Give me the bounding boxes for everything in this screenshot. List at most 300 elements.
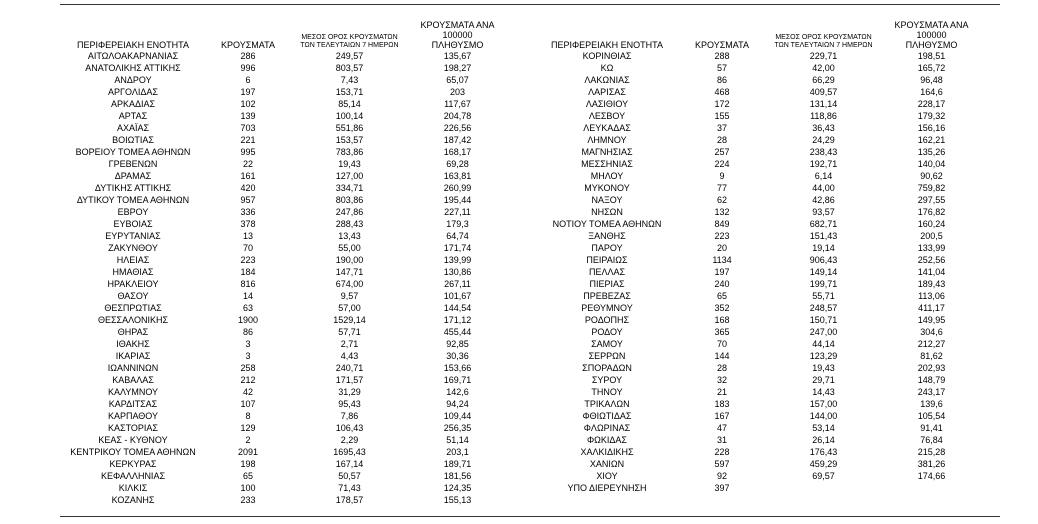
avg-7day-cell: 19,43	[812, 363, 835, 373]
region-cell: ΣΑΜΟΥ	[591, 339, 623, 349]
region-cell: ΕΥΒΟΙΑΣ	[113, 219, 153, 229]
cases-cell: 228	[714, 447, 730, 457]
per100k-cell: 140,04	[917, 159, 946, 169]
cases-cell: 65	[716, 291, 727, 301]
cases-cell: 86	[716, 75, 727, 85]
table-row	[534, 182, 980, 194]
avg-7day-cell: 171,57	[335, 375, 364, 385]
cases-cell: 13	[242, 231, 253, 241]
cases-cell: 336	[240, 207, 256, 217]
cases-cell: 42	[242, 387, 253, 397]
region-header: ΠΕΡΙΦΕΡΕΙΑΚΗ ΕΝΟΤΗΤΑ	[76, 40, 190, 50]
table-row	[60, 266, 506, 278]
region-cell: ΑΙΤΩΛΟΑΚΑΡΝΑΝΙΑΣ	[87, 51, 179, 61]
region-cell: ΦΛΩΡΙΝΑΣ	[583, 423, 631, 433]
left-table-body	[60, 50, 506, 506]
per100k-cell: 256,35	[443, 423, 472, 433]
cases-cell: 132	[714, 207, 730, 217]
table-row	[534, 362, 980, 374]
avg-7day-cell: 151,43	[809, 231, 838, 241]
avg-7day-cell: 2,29	[340, 435, 359, 445]
cases-cell: 57	[716, 63, 727, 73]
per100k-header-line1: ΚΡΟΥΣΜΑΤΑ ΑΝΑ 100000	[420, 20, 495, 40]
cases-cell: 816	[240, 279, 256, 289]
avg-7day-cell: 44,14	[812, 339, 835, 349]
table-row	[534, 266, 980, 278]
region-cell: ΖΑΚΥΝΘΟΥ	[108, 243, 158, 253]
region-cell: ΕΥΡΥΤΑΝΙΑΣ	[105, 231, 161, 241]
avg-7day-cell: 14,43	[812, 387, 835, 397]
table-row	[534, 302, 980, 314]
per100k-cell: 160,24	[917, 219, 946, 229]
cases-cell: 996	[240, 63, 256, 73]
per100k-cell: 76,84	[920, 435, 943, 445]
avg-7day-cell: 42,00	[812, 63, 835, 73]
per100k-cell: 117,67	[444, 99, 471, 109]
per100k-cell: 198,27	[443, 63, 472, 73]
per100k-cell: 165,72	[917, 63, 946, 73]
avg-7day-cell: 147,71	[335, 267, 364, 277]
avg-7day-cell: 334,71	[335, 183, 364, 193]
per100k-cell: 105,54	[917, 411, 946, 421]
per100k-cell: 139,99	[443, 255, 472, 265]
cases-cell: 957	[240, 195, 256, 205]
table-row	[60, 458, 506, 470]
avg-7day-cell: 44,00	[812, 183, 835, 193]
cases-cell: 65	[242, 471, 253, 481]
per100k-cell: 260,99	[443, 183, 472, 193]
cases-cell: 352	[714, 303, 730, 313]
table-row	[534, 338, 980, 350]
region-cell: ΚΙΛΚΙΣ	[118, 483, 148, 493]
per100k-cell: 101,67	[443, 291, 472, 301]
region-cell: ΝΑΞΟΥ	[591, 195, 623, 205]
table-row	[534, 434, 980, 446]
cases-cell: 100	[240, 483, 256, 493]
per100k-cell: 203,1	[446, 447, 469, 457]
region-cell: ΑΝΑΤΟΛΙΚΗΣ ΑΤΤΙΚΗΣ	[85, 63, 181, 73]
cases-cell: 212	[240, 375, 256, 385]
region-cell: ΜΕΣΣΗΝΙΑΣ	[581, 159, 633, 169]
per100k-cell: 267,11	[444, 279, 471, 289]
region-cell: ΗΛΕΙΑΣ	[116, 255, 150, 265]
avg-7day-cell: 9,57	[340, 291, 359, 301]
cases-cell: 223	[240, 255, 256, 265]
region-cell: ΚΕΝΤΡΙΚΟΥ ΤΟΜΕΑ ΑΘΗΝΩΝ	[70, 447, 196, 457]
avg-7day-cell: 85,14	[338, 99, 361, 109]
per100k-cell: 153,66	[443, 363, 472, 373]
avg-7day-header	[290, 20, 409, 50]
table-row	[534, 122, 980, 134]
table-row	[534, 86, 980, 98]
avg-7day-cell: 199,71	[809, 279, 838, 289]
per100k-cell: 226,56	[443, 123, 472, 133]
header-row	[534, 20, 980, 50]
avg-7day-cell: 238,43	[809, 147, 838, 157]
region-cell: ΚΑΡΠΑΘΟΥ	[107, 411, 159, 421]
table-row	[60, 482, 506, 494]
avg-7day-cell: 1529,14	[333, 315, 366, 325]
region-cell: ΘΕΣΣΑΛΟΝΙΚΗΣ	[97, 315, 169, 325]
cases-cell: 21	[716, 387, 727, 397]
table-row	[534, 134, 980, 146]
table-row	[60, 446, 506, 458]
cases-cell: 139	[240, 111, 256, 121]
table-row	[60, 158, 506, 170]
per100k-cell: 200,5	[920, 231, 943, 241]
table-row	[60, 194, 506, 206]
cases-cell: 107	[240, 399, 256, 409]
cases-cell: 233	[240, 495, 256, 505]
table-row	[60, 386, 506, 398]
cases-cell: 70	[716, 339, 727, 349]
per100k-cell: 202,93	[917, 363, 946, 373]
per100k-cell: 81,62	[920, 351, 943, 361]
avg-7day-cell: 6,14	[814, 171, 833, 181]
cases-cell: 183	[714, 399, 730, 409]
region-cell: ΑΡΓΟΛΙΔΑΣ	[108, 87, 158, 97]
cases-cell: 62	[716, 195, 727, 205]
table-row	[534, 146, 980, 158]
avg-7day-cell	[764, 482, 883, 494]
cases-cell: 397	[714, 483, 730, 493]
table-row	[60, 422, 506, 434]
region-cell: ΒΟΙΩΤΙΑΣ	[112, 135, 154, 145]
cases-cell: 161	[240, 171, 256, 181]
per100k-cell: 759,82	[917, 183, 946, 193]
table-row	[60, 50, 506, 62]
table-row	[60, 74, 506, 86]
table-row	[534, 110, 980, 122]
region-cell: ΛΕΣΒΟΥ	[588, 111, 626, 121]
table-row	[60, 350, 506, 362]
cases-cell: 1900	[237, 315, 259, 325]
table-row	[60, 206, 506, 218]
per100k-cell: 149,95	[917, 315, 946, 325]
per100k-cell: 109,44	[443, 411, 472, 421]
per100k-cell: 135,26	[917, 147, 946, 157]
cases-cell: 6	[245, 75, 251, 85]
avg-7day-cell: 249,57	[335, 51, 364, 61]
cases-cell: 102	[240, 99, 256, 109]
avg-7day-cell: 248,57	[809, 303, 838, 313]
table-row	[60, 410, 506, 422]
avg-7day-cell: 24,29	[812, 135, 835, 145]
avg-7day-cell: 123,29	[809, 351, 838, 361]
per100k-cell: 142,6	[446, 387, 469, 397]
table-row	[534, 482, 980, 494]
bottom-rule	[60, 516, 1000, 517]
table-row	[60, 470, 506, 482]
avg-7day-cell: 29,71	[812, 375, 835, 385]
per100k-cell	[883, 482, 980, 494]
per100k-cell: 139,6	[920, 399, 943, 409]
region-cell: ΜΑΓΝΗΣΙΑΣ	[581, 147, 633, 157]
avg-7day-cell: 93,57	[812, 207, 835, 217]
region-cell: ΗΡΑΚΛΕΙΟΥ	[107, 279, 159, 289]
cases-cell: 198	[240, 459, 256, 469]
left-data-table	[60, 20, 506, 506]
per100k-cell: 113,06	[918, 291, 945, 301]
table-row	[60, 314, 506, 326]
table-row	[534, 326, 980, 338]
table-row	[60, 98, 506, 110]
avg-7day-cell: 1695,43	[333, 447, 366, 457]
per100k-cell: 198,51	[917, 51, 946, 61]
per100k-cell: 171,12	[443, 315, 472, 325]
cases-cell: 184	[240, 267, 256, 277]
region-cell: ΧΑΝΙΩΝ	[589, 459, 625, 469]
header-row	[60, 20, 506, 50]
table-row	[60, 134, 506, 146]
avg-7day-cell: 7,43	[340, 75, 359, 85]
avg-7day-cell: 247,86	[335, 207, 364, 217]
region-cell: ΠΡΕΒΕΖΑΣ	[583, 291, 631, 301]
per100k-cell: 96,48	[920, 75, 943, 85]
cases-cell: 20	[716, 243, 727, 253]
table-row	[534, 422, 980, 434]
cases-cell: 197	[240, 87, 256, 97]
per100k-header-line2: ΠΛΗΘΥΣΜΟ	[431, 40, 484, 50]
cases-header: ΚΡΟΥΣΜΑΤΑ	[221, 40, 275, 50]
per100k-cell: 179,3	[446, 219, 469, 229]
table-row	[534, 74, 980, 86]
cases-cell: 420	[240, 183, 256, 193]
per100k-cell: 227,11	[444, 207, 471, 217]
cases-cell: 9	[719, 171, 725, 181]
avg-7day-cell: 31,29	[338, 387, 361, 397]
table-row	[60, 146, 506, 158]
cases-cell: 286	[240, 51, 256, 61]
cases-cell: 155	[714, 111, 730, 121]
per100k-cell: 169,71	[443, 375, 472, 385]
region-cell: ΝΗΣΩΝ	[591, 207, 623, 217]
table-row	[534, 158, 980, 170]
avg-7day-cell: 71,43	[338, 483, 361, 493]
top-rule	[60, 4, 1000, 5]
cases-cell: 703	[240, 123, 256, 133]
table-row	[60, 290, 506, 302]
cases-cell: 28	[716, 135, 727, 145]
avg-7day-cell: 178,57	[335, 495, 364, 505]
region-cell: ΑΡΤΑΣ	[118, 111, 148, 121]
per100k-cell: 135,67	[443, 51, 472, 61]
avg-7day-cell: 674,00	[335, 279, 364, 289]
avg-7day-cell: 26,14	[812, 435, 835, 445]
table-row	[60, 302, 506, 314]
region-cell: ΤΗΝΟΥ	[591, 387, 623, 397]
cases-cell: 1134	[712, 255, 732, 265]
per100k-cell: 130,86	[443, 267, 472, 277]
avg-7day-cell: 19,14	[812, 243, 835, 253]
region-cell: ΠΕΙΡΑΙΩΣ	[586, 255, 628, 265]
region-cell: ΠΑΡΟΥ	[591, 243, 623, 253]
avg-7day-cell: 95,43	[338, 399, 361, 409]
per100k-cell: 212,27	[917, 339, 946, 349]
avg-7day-cell: 150,71	[809, 315, 838, 325]
region-cell: ΚΑΒΑΛΑΣ	[112, 375, 154, 385]
cases-cell: 223	[714, 231, 730, 241]
per100k-cell: 92,85	[446, 339, 469, 349]
avg-7day-header	[764, 20, 883, 50]
avg-7day-cell: 157,00	[809, 399, 838, 409]
table-row	[534, 62, 980, 74]
region-cell: ΚΕΡΚΥΡΑΣ	[109, 459, 157, 469]
region-cell: ΚΟΡΙΝΘΙΑΣ	[582, 51, 632, 61]
per100k-cell: 156,16	[917, 123, 946, 133]
region-cell: ΝΟΤΙΟΥ ΤΟΜΕΑ ΑΘΗΝΩΝ	[552, 219, 662, 229]
region-cell: ΣΕΡΡΩΝ	[588, 351, 626, 361]
cases-cell: 995	[240, 147, 256, 157]
avg-7day-header-line2: ΤΩΝ ΤΕΛΕΥΤΑΙΩΝ 7 ΗΜΕΡΩΝ	[774, 42, 873, 49]
cases-cell: 288	[714, 51, 730, 61]
per100k-cell: 164,6	[920, 87, 943, 97]
cases-cell: 167	[714, 411, 730, 421]
region-header: ΠΕΡΙΦΕΡΕΙΑΚΗ ΕΝΟΤΗΤΑ	[550, 40, 664, 50]
per100k-cell: 51,14	[446, 435, 469, 445]
cases-cell: 77	[716, 183, 727, 193]
region-cell: ΔΥΤΙΚΟΥ ΤΟΜΕΑ ΑΘΗΝΩΝ	[76, 195, 190, 205]
avg-7day-cell: 803,57	[335, 63, 364, 73]
region-cell: ΦΩΚΙΔΑΣ	[587, 435, 627, 445]
table-row	[60, 362, 506, 374]
avg-7day-header-line1: ΜΕΣΟΣ ΟΡΟΣ ΚΡΟΥΣΜΑΤΩΝ	[301, 34, 398, 41]
table-row	[534, 458, 980, 470]
cases-cell: 197	[714, 267, 730, 277]
cases-cell: 3	[245, 339, 251, 349]
cases-cell: 240	[714, 279, 730, 289]
per100k-cell: 215,28	[917, 447, 946, 457]
table-row	[60, 254, 506, 266]
cases-cell: 258	[240, 363, 256, 373]
per100k-cell: 411,17	[918, 303, 945, 313]
region-cell: ΔΡΑΜΑΣ	[114, 171, 152, 181]
region-cell: ΚΑΣΤΟΡΙΑΣ	[108, 423, 158, 433]
avg-7day-cell: 783,86	[335, 147, 364, 157]
avg-7day-cell: 4,43	[340, 351, 359, 361]
avg-7day-cell: 409,57	[809, 87, 838, 97]
table-row	[534, 290, 980, 302]
region-cell: ΛΑΣΙΘΙΟΥ	[585, 99, 629, 109]
region-cell: ΘΑΣΟΥ	[117, 291, 149, 301]
table-row	[60, 374, 506, 386]
region-cell: ΔΥΤΙΚΗΣ ΑΤΤΙΚΗΣ	[94, 183, 172, 193]
per100k-cell: 181,56	[443, 471, 472, 481]
table-row	[534, 446, 980, 458]
per100k-cell: 64,74	[446, 231, 469, 241]
table-row	[60, 170, 506, 182]
avg-7day-cell: 192,71	[809, 159, 838, 169]
table-row	[534, 470, 980, 482]
per100k-cell: 455,44	[443, 327, 472, 337]
region-cell: ΑΝΔΡΟΥ	[114, 75, 152, 85]
cases-cell: 168	[714, 315, 730, 325]
per100k-cell: 204,78	[443, 111, 472, 121]
avg-7day-header-line2: ΤΩΝ ΤΕΛΕΥΤΑΙΩΝ 7 ΗΜΕΡΩΝ	[300, 42, 399, 49]
table-row	[534, 242, 980, 254]
avg-7day-cell: 57,71	[338, 327, 361, 337]
cases-cell: 129	[240, 423, 256, 433]
per100k-cell: 155,13	[443, 495, 472, 505]
region-cell: ΚΕΦΑΛΛΗΝΙΑΣ	[100, 471, 166, 481]
avg-7day-cell: 66,29	[812, 75, 835, 85]
per100k-cell: 133,99	[917, 243, 946, 253]
table-row	[534, 314, 980, 326]
per100k-cell: 179,32	[917, 111, 946, 121]
per100k-cell: 141,04	[917, 267, 946, 277]
per100k-cell: 162,21	[917, 135, 946, 145]
per100k-header-line2: ΠΛΗΘΥΣΜΟ	[905, 40, 958, 50]
region-cell: ΞΑΝΘΗΣ	[588, 231, 626, 241]
right-table-body	[534, 50, 980, 494]
table-row	[60, 182, 506, 194]
region-cell: ΡΟΔΟΠΗΣ	[584, 315, 630, 325]
cases-cell: 597	[714, 459, 730, 469]
cases-cell: 47	[716, 423, 727, 433]
region-cell: ΛΑΚΩΝΙΑΣ	[584, 75, 630, 85]
avg-7day-cell: 551,86	[335, 123, 364, 133]
per100k-header	[409, 20, 506, 50]
per100k-cell: 90,62	[920, 171, 943, 181]
cases-cell: 2091	[237, 447, 259, 457]
per100k-cell: 171,74	[443, 243, 472, 253]
region-cell: ΡΟΔΟΥ	[591, 327, 623, 337]
avg-7day-cell: 153,57	[335, 135, 364, 145]
per100k-header-line1: ΚΡΟΥΣΜΑΤΑ ΑΝΑ 100000	[894, 20, 969, 40]
cases-cell: 224	[714, 159, 730, 169]
avg-7day-cell: 55,00	[338, 243, 361, 253]
avg-7day-cell: 149,14	[809, 267, 838, 277]
per100k-cell: 297,55	[917, 195, 946, 205]
per100k-cell: 30,36	[446, 351, 469, 361]
cases-cell: 14	[242, 291, 253, 301]
region-cell: ΙΚΑΡΙΑΣ	[115, 351, 151, 361]
region-cell: ΑΡΚΑΔΙΑΣ	[110, 99, 156, 109]
region-cell: ΣΠΟΡΑΔΩΝ	[582, 363, 632, 373]
table-row	[534, 374, 980, 386]
table-row	[534, 278, 980, 290]
cases-cell: 172	[714, 99, 730, 109]
table-row	[534, 206, 980, 218]
cases-cell: 28	[716, 363, 727, 373]
table-row	[60, 494, 506, 506]
avg-7day-cell: 69,57	[812, 471, 835, 481]
cases-cell: 221	[240, 135, 256, 145]
region-cell: ΡΕΘΥΜΝΟΥ	[581, 303, 633, 313]
cases-cell: 32	[716, 375, 727, 385]
region-cell: ΘΕΣΠΡΩΤΙΑΣ	[104, 303, 162, 313]
region-cell: ΧΙΟΥ	[596, 471, 618, 481]
cases-cell: 92	[716, 471, 727, 481]
table-row	[534, 230, 980, 242]
region-cell: ΜΗΛΟΥ	[590, 171, 624, 181]
avg-7day-cell: 240,71	[335, 363, 364, 373]
cases-cell: 70	[242, 243, 253, 253]
avg-7day-cell: 100,14	[335, 111, 364, 121]
avg-7day-cell: 118,86	[810, 111, 837, 121]
region-cell: ΥΠΟ ΔΙΕΡΕΥΝΗΣΗ	[567, 483, 647, 493]
cases-cell: 365	[714, 327, 730, 337]
avg-7day-cell: 53,14	[812, 423, 835, 433]
avg-7day-cell: 153,71	[335, 87, 364, 97]
avg-7day-cell: 2,71	[340, 339, 359, 349]
table-row	[60, 230, 506, 242]
table-row	[534, 254, 980, 266]
table-row	[60, 110, 506, 122]
per100k-cell: 228,17	[917, 99, 946, 109]
region-cell: ΚΩ	[600, 63, 614, 73]
table-row	[60, 122, 506, 134]
